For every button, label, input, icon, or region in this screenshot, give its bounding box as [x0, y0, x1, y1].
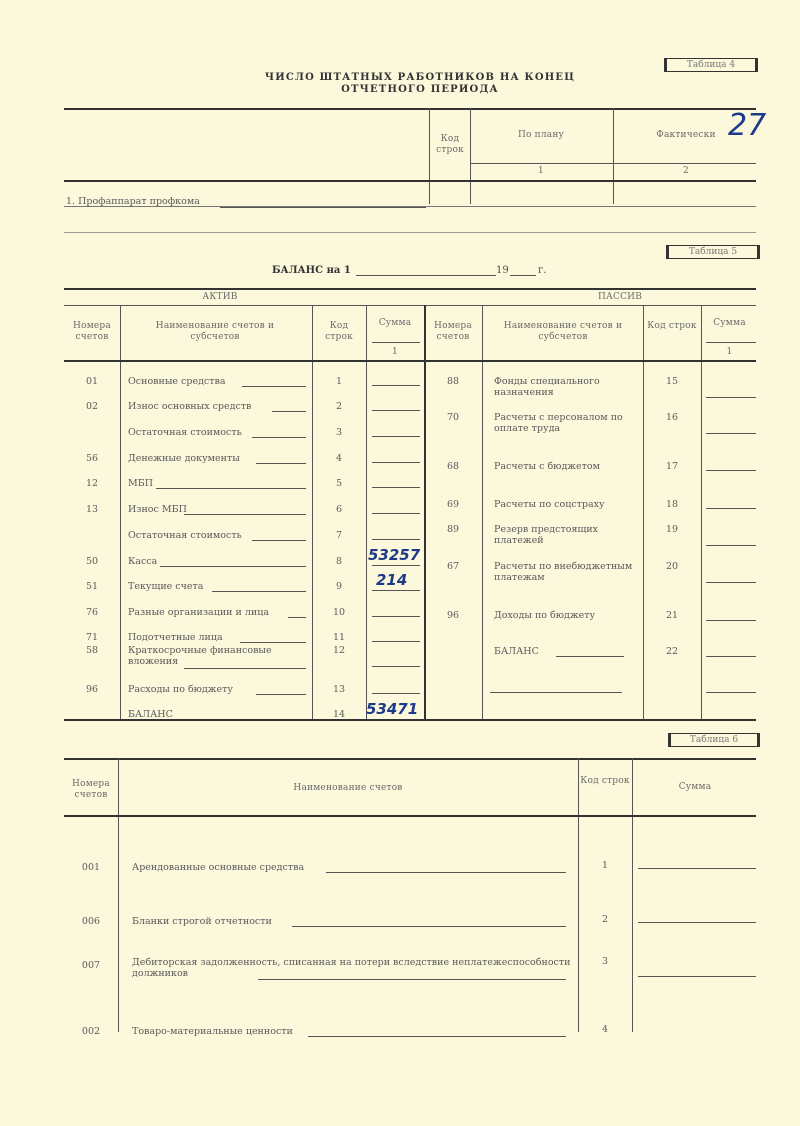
t5-a-name-blank	[272, 411, 306, 412]
t6-name: Арендованные основные средства	[132, 862, 305, 873]
table4-vline-code-left	[429, 108, 430, 204]
t5-active-sum-subrule	[372, 342, 420, 343]
t5-p-sum-blank	[706, 545, 756, 546]
t5-a-name: Разные организации и лица	[128, 607, 270, 618]
t5-a-name: МБП	[128, 478, 153, 489]
t5-p-acct: 96	[446, 610, 460, 621]
t6-code: 3	[601, 956, 609, 967]
table5-top-rule	[64, 288, 756, 290]
t5-a-code: 7	[335, 530, 343, 541]
t5-a-sum-blank	[372, 487, 420, 488]
t5-a-name: Денежные документы	[128, 453, 240, 464]
t5-p-code: 15	[665, 376, 679, 387]
table4-bottom-rule	[64, 232, 756, 233]
t5-a-code: 9	[335, 581, 343, 592]
t6-name-blank	[308, 1036, 566, 1037]
t5-a-sum-handwritten: 53471	[366, 700, 419, 718]
t6-name-blank	[292, 926, 566, 927]
t5-active-col-sum: Сумма	[378, 318, 412, 328]
table4-title-line2: ОТЧЕТНОГО ПЕРИОДА	[341, 84, 499, 95]
t6-col-code: Код строк	[580, 776, 630, 786]
t5-a-sum-handwritten: 214	[376, 571, 408, 589]
t5-a-code: 8	[335, 556, 343, 567]
t5-a-acct: 96	[85, 684, 99, 695]
t6-sum-blank	[638, 868, 756, 869]
table4-title-line1: ЧИСЛО ШТАТНЫХ РАБОТНИКОВ НА КОНЕЦ	[264, 72, 576, 83]
t5-a-name-blank	[256, 694, 306, 695]
t5-a-name: Расходы по бюджету	[128, 684, 234, 695]
table4-col-plan-num: 1	[538, 166, 544, 176]
t5-v4	[424, 305, 426, 719]
t5-passive-col-code: Код строк	[647, 321, 697, 331]
t5-p-name: БАЛАНС	[494, 646, 539, 657]
t5-p-sum-blank	[706, 620, 756, 621]
t5-a-sum-blank	[372, 693, 420, 694]
t5-p-name-blank	[556, 656, 624, 657]
t5-p-code: 21	[665, 610, 679, 621]
table4-header-bottom-rule	[64, 180, 756, 182]
t5-p-code: 17	[665, 461, 679, 472]
t6-col-names: Наименование счетов	[293, 783, 403, 793]
t6-v3	[632, 758, 633, 1032]
t5-a-code: 1	[335, 376, 343, 387]
t5-a-name-blank	[242, 386, 306, 387]
t5-a-code: 4	[335, 453, 343, 464]
t5-header-bottom-rule	[64, 360, 756, 362]
table4-col-code: Код строк	[436, 134, 464, 155]
table4-row1-label: 1. Профаппарат профкома	[66, 196, 200, 207]
t5-p-sum-blank	[706, 656, 756, 657]
table4-handwritten-fact: 27	[728, 108, 767, 143]
t5-active-col-code: Код строк	[325, 321, 353, 342]
balance-date-blank	[356, 275, 496, 276]
t5-p-acct: 67	[446, 561, 460, 572]
table4-row1-blank	[220, 207, 426, 208]
t5-a-acct: 58	[85, 645, 99, 656]
table4-row1-bottom-rule	[64, 206, 756, 207]
table4-vline-code-right	[470, 108, 471, 204]
t6-header-bottom-rule	[64, 815, 756, 817]
t5-p-extra-sum-blank	[706, 692, 756, 693]
t5-p-sum-blank	[706, 433, 756, 434]
t5-a-acct: 51	[85, 581, 99, 592]
t5-a-sum-handwritten: 53257	[368, 546, 421, 564]
t6-col-sum: Сумма	[678, 782, 712, 792]
t6-acct: 001	[81, 862, 101, 873]
t5-a-sum-blank	[372, 513, 420, 514]
t6-sum-blank	[638, 922, 756, 923]
t5-v6	[643, 305, 644, 719]
t5-p-name: Резерв предстоящих платежей	[494, 524, 598, 546]
t5-a-sum-blank	[372, 641, 420, 642]
table5-label: Таблица 5	[666, 245, 760, 259]
t5-p-extra-blank	[490, 692, 622, 693]
balance-year-blank	[510, 275, 536, 276]
t5-a-name-blank	[252, 540, 306, 541]
passive-title: ПАССИВ	[597, 292, 643, 302]
t5-passive-col-numbers: Номера счетов	[434, 321, 472, 342]
t5-a-name-blank	[184, 668, 306, 669]
t5-a-code: 6	[335, 504, 343, 515]
t5-a-name: Остаточная стоимость	[128, 427, 242, 438]
table4-vline-plan-right	[613, 108, 614, 204]
t5-a-acct: 01	[85, 376, 99, 387]
t5-a-sum-blank	[372, 385, 420, 386]
t5-a-name-blank	[256, 463, 306, 464]
t5-a-acct: 12	[85, 478, 99, 489]
t5-a-name: Подотчетные лица	[128, 632, 223, 643]
t5-a-acct: 13	[85, 504, 99, 515]
table5-title-rule	[64, 305, 756, 306]
table5-bottom-rule	[64, 719, 756, 721]
t5-a-sum-blank	[372, 616, 420, 617]
t6-acct: 006	[81, 916, 101, 927]
t5-a-code: 5	[335, 478, 343, 489]
t5-p-acct: 68	[446, 461, 460, 472]
t5-passive-col-names: Наименование счетов и субсчетов	[503, 321, 623, 342]
t5-a-name: Текущие счета	[128, 581, 204, 592]
t5-a-acct: 02	[85, 401, 99, 412]
t5-v5	[482, 305, 483, 719]
t6-v2	[578, 758, 579, 1032]
t5-passive-sum-subrule	[706, 342, 756, 343]
t5-p-name: Расчеты по внебюджетным платежам	[494, 561, 633, 583]
t5-a-sum-blank	[372, 436, 420, 437]
t5-a-code: 13	[332, 684, 346, 695]
t6-code: 4	[601, 1024, 609, 1035]
t5-p-sum-blank	[706, 508, 756, 509]
t5-a-sum-blank	[372, 666, 420, 667]
balance-prefix: БАЛАНС на 1	[272, 265, 351, 276]
t6-code: 1	[601, 860, 609, 871]
t5-p-acct: 70	[446, 412, 460, 423]
t5-a-name-blank	[184, 514, 306, 515]
t5-a-sum-blank	[372, 539, 420, 540]
t5-p-acct: 69	[446, 499, 460, 510]
t5-active-col-sum-num: 1	[392, 347, 398, 357]
t5-p-name: Доходы по бюджету	[494, 610, 596, 621]
t5-active-col-names: Наименование счетов и субсчетов	[155, 321, 275, 342]
t5-a-name: Краткосрочные финансовые вложения	[128, 645, 272, 667]
t5-a-sum-blank	[372, 590, 420, 591]
t5-p-acct: 89	[446, 524, 460, 535]
t5-active-col-numbers: Номера счетов	[73, 321, 111, 342]
table4-col-fact: Фактически	[656, 130, 716, 140]
balance-suffix: г.	[538, 265, 547, 276]
t6-acct: 007	[81, 960, 101, 971]
t5-v2	[312, 305, 313, 719]
t5-a-name-blank	[252, 437, 306, 438]
t5-p-sum-blank	[706, 470, 756, 471]
t5-p-name: Фонды специального назначения	[494, 376, 600, 398]
t6-name-blank	[326, 872, 566, 873]
t5-a-acct: 50	[85, 556, 99, 567]
table4-col-plan: По плану	[517, 130, 565, 140]
t6-name-blank	[258, 979, 566, 980]
t5-a-name: Остаточная стоимость	[128, 530, 242, 541]
t5-v3	[366, 305, 367, 719]
t5-v7	[701, 305, 702, 719]
t5-a-code: 3	[335, 427, 343, 438]
t5-v1	[120, 305, 121, 719]
t6-name: Бланки строгой отчетности	[132, 916, 272, 927]
t5-a-sum-blank	[372, 410, 420, 411]
t5-a-code: 12	[332, 645, 346, 656]
active-title: АКТИВ	[202, 292, 238, 302]
t5-a-name-blank	[160, 566, 306, 567]
t5-passive-col-sum-num: 1	[726, 347, 733, 357]
t5-p-sum-blank	[706, 397, 756, 398]
t5-passive-col-sum: Сумма	[713, 318, 746, 328]
t5-p-code: 19	[665, 524, 679, 535]
t6-col-numbers: Номера счетов	[72, 779, 110, 800]
t5-a-code: 11	[332, 632, 346, 643]
table4-top-rule	[64, 108, 756, 110]
t5-a-name: БАЛАНС	[128, 709, 173, 720]
table6-top-rule	[64, 758, 756, 760]
t5-a-code: 14	[332, 709, 346, 720]
t5-a-acct: 71	[85, 632, 99, 643]
t5-p-code: 22	[665, 646, 679, 657]
t6-sum-blank	[638, 976, 756, 977]
t5-p-code: 18	[665, 499, 679, 510]
t5-p-code: 20	[665, 561, 679, 572]
table6-label: Таблица 6	[668, 733, 760, 747]
t5-a-sum-blank	[372, 565, 420, 566]
t6-name: Товаро-материальные ценности	[132, 1026, 293, 1037]
t5-a-acct: 56	[85, 453, 99, 464]
balance-date-line	[272, 265, 572, 279]
t5-a-name: Износ основных средств	[128, 401, 252, 412]
t6-code: 2	[601, 914, 609, 925]
t6-v1	[118, 758, 119, 1032]
table4-col-fact-num: 2	[683, 166, 689, 176]
t5-p-name: Расчеты с персоналом по оплате труда	[494, 412, 623, 434]
t5-p-acct: 88	[446, 376, 460, 387]
t5-a-code: 10	[332, 607, 346, 618]
t5-a-name-blank	[240, 642, 306, 643]
t5-p-name: Расчеты с бюджетом	[494, 461, 601, 472]
t6-name: Дебиторская задолженность, списанная на потери вследствие неплатежеспособности должников	[132, 957, 571, 979]
t5-a-name-blank	[288, 617, 306, 618]
t5-p-name: Расчеты по соцстраху	[494, 499, 605, 510]
t6-acct: 002	[81, 1026, 101, 1037]
t5-p-code: 16	[665, 412, 679, 423]
t5-a-code: 2	[335, 401, 343, 412]
t5-p-sum-blank	[706, 582, 756, 583]
table4-label: Таблица 4	[664, 58, 758, 72]
t5-a-name-blank	[212, 591, 306, 592]
balance-year: 19	[496, 265, 509, 276]
t5-a-name-blank	[156, 488, 306, 489]
t5-a-name: Касса	[128, 556, 158, 567]
t5-a-sum-blank	[372, 462, 420, 463]
table4-subhead-rule	[470, 163, 756, 164]
t5-a-acct: 76	[85, 607, 99, 618]
t5-a-name: Износ МБП	[128, 504, 187, 515]
t5-a-name: Основные средства	[128, 376, 226, 387]
